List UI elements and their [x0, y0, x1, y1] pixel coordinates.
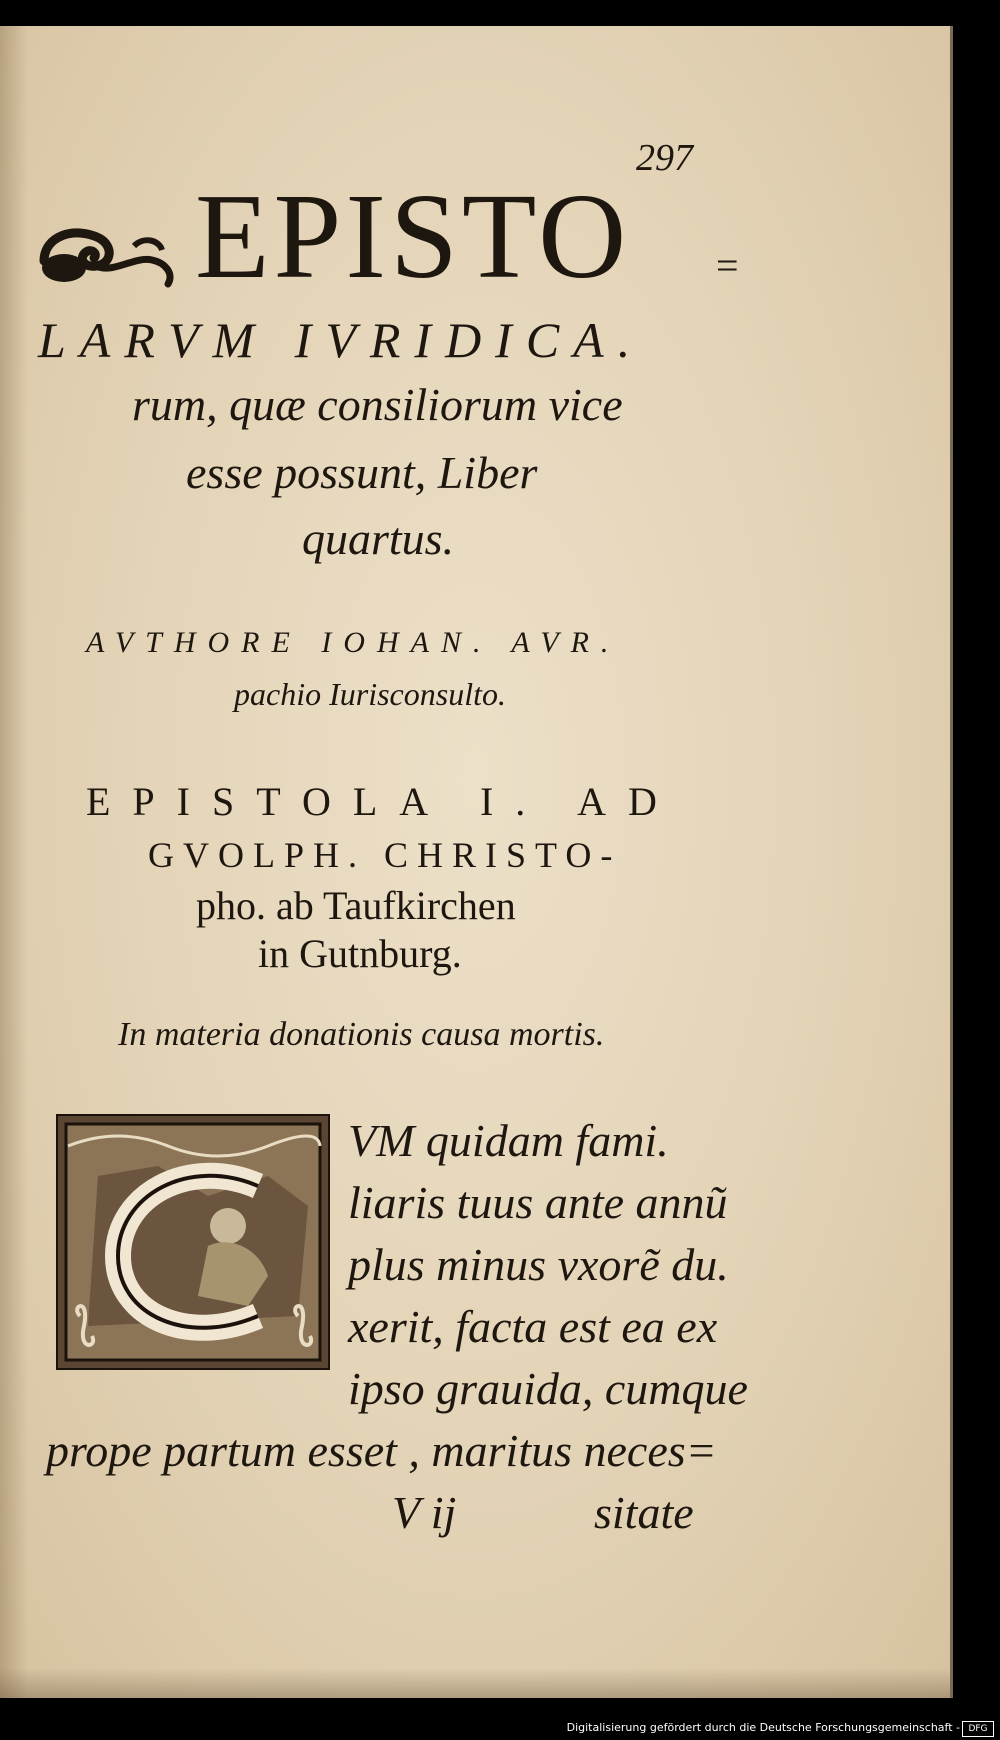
digitization-footer: [0, 1718, 1000, 1740]
epistola-recipient-line-2: pho. ab Taufkirchen: [196, 883, 516, 928]
title-hyphen: =: [716, 243, 739, 288]
body-line-6: prope partum esset , maritus neces=: [46, 1425, 717, 1476]
author-line-2: pachio Iurisconsulto.: [234, 676, 506, 712]
page-number: 297: [636, 137, 693, 179]
title-line-3: rum, quæ consiliorum vice: [132, 379, 623, 430]
body-line-1: VM quidam fami.: [348, 1115, 669, 1166]
epistola-recipient-line-1: GVOLPH. CHRISTO-: [148, 835, 622, 875]
catchword: sitate: [594, 1487, 694, 1538]
footer-credit-text: Digitalisierung gefördert durch die Deutsche Forschungsgemeinschaft -: [566, 1721, 960, 1734]
title-block: [30, 169, 750, 306]
woodcut-initial-c-icon: [56, 1114, 330, 1370]
dfg-logo-icon: DFG: [962, 1721, 994, 1737]
page-bottom-shadow: [0, 1668, 950, 1698]
title-line-2: LARVM IVRIDICA.: [38, 312, 645, 368]
epistola-heading: EPISTOLA I. AD: [86, 779, 679, 824]
book-page: [0, 26, 953, 1698]
subject-line: In materia donationis causa mortis.: [118, 1016, 605, 1053]
epistola-recipient-line-3: in Gutnburg.: [258, 931, 462, 976]
title-line-4: esse possunt, Liber: [186, 447, 538, 498]
body-line-3: plus minus vxorẽ du.: [348, 1239, 729, 1290]
fleuron-ornament-icon: [34, 216, 184, 296]
title-line-5: quartus.: [302, 513, 455, 564]
page-gutter-shadow: [0, 26, 28, 1698]
title-main-word: EPISTO: [195, 169, 631, 304]
author-line-1: AVTHORE IOHAN. AVR.: [86, 626, 621, 659]
body-line-2: liaris tuus ante annũ: [348, 1177, 728, 1228]
signature-mark: V ij: [392, 1487, 457, 1538]
body-line-4: xerit, facta est ea ex: [348, 1301, 718, 1352]
body-line-5: ipso grauida, cumque: [348, 1363, 748, 1414]
